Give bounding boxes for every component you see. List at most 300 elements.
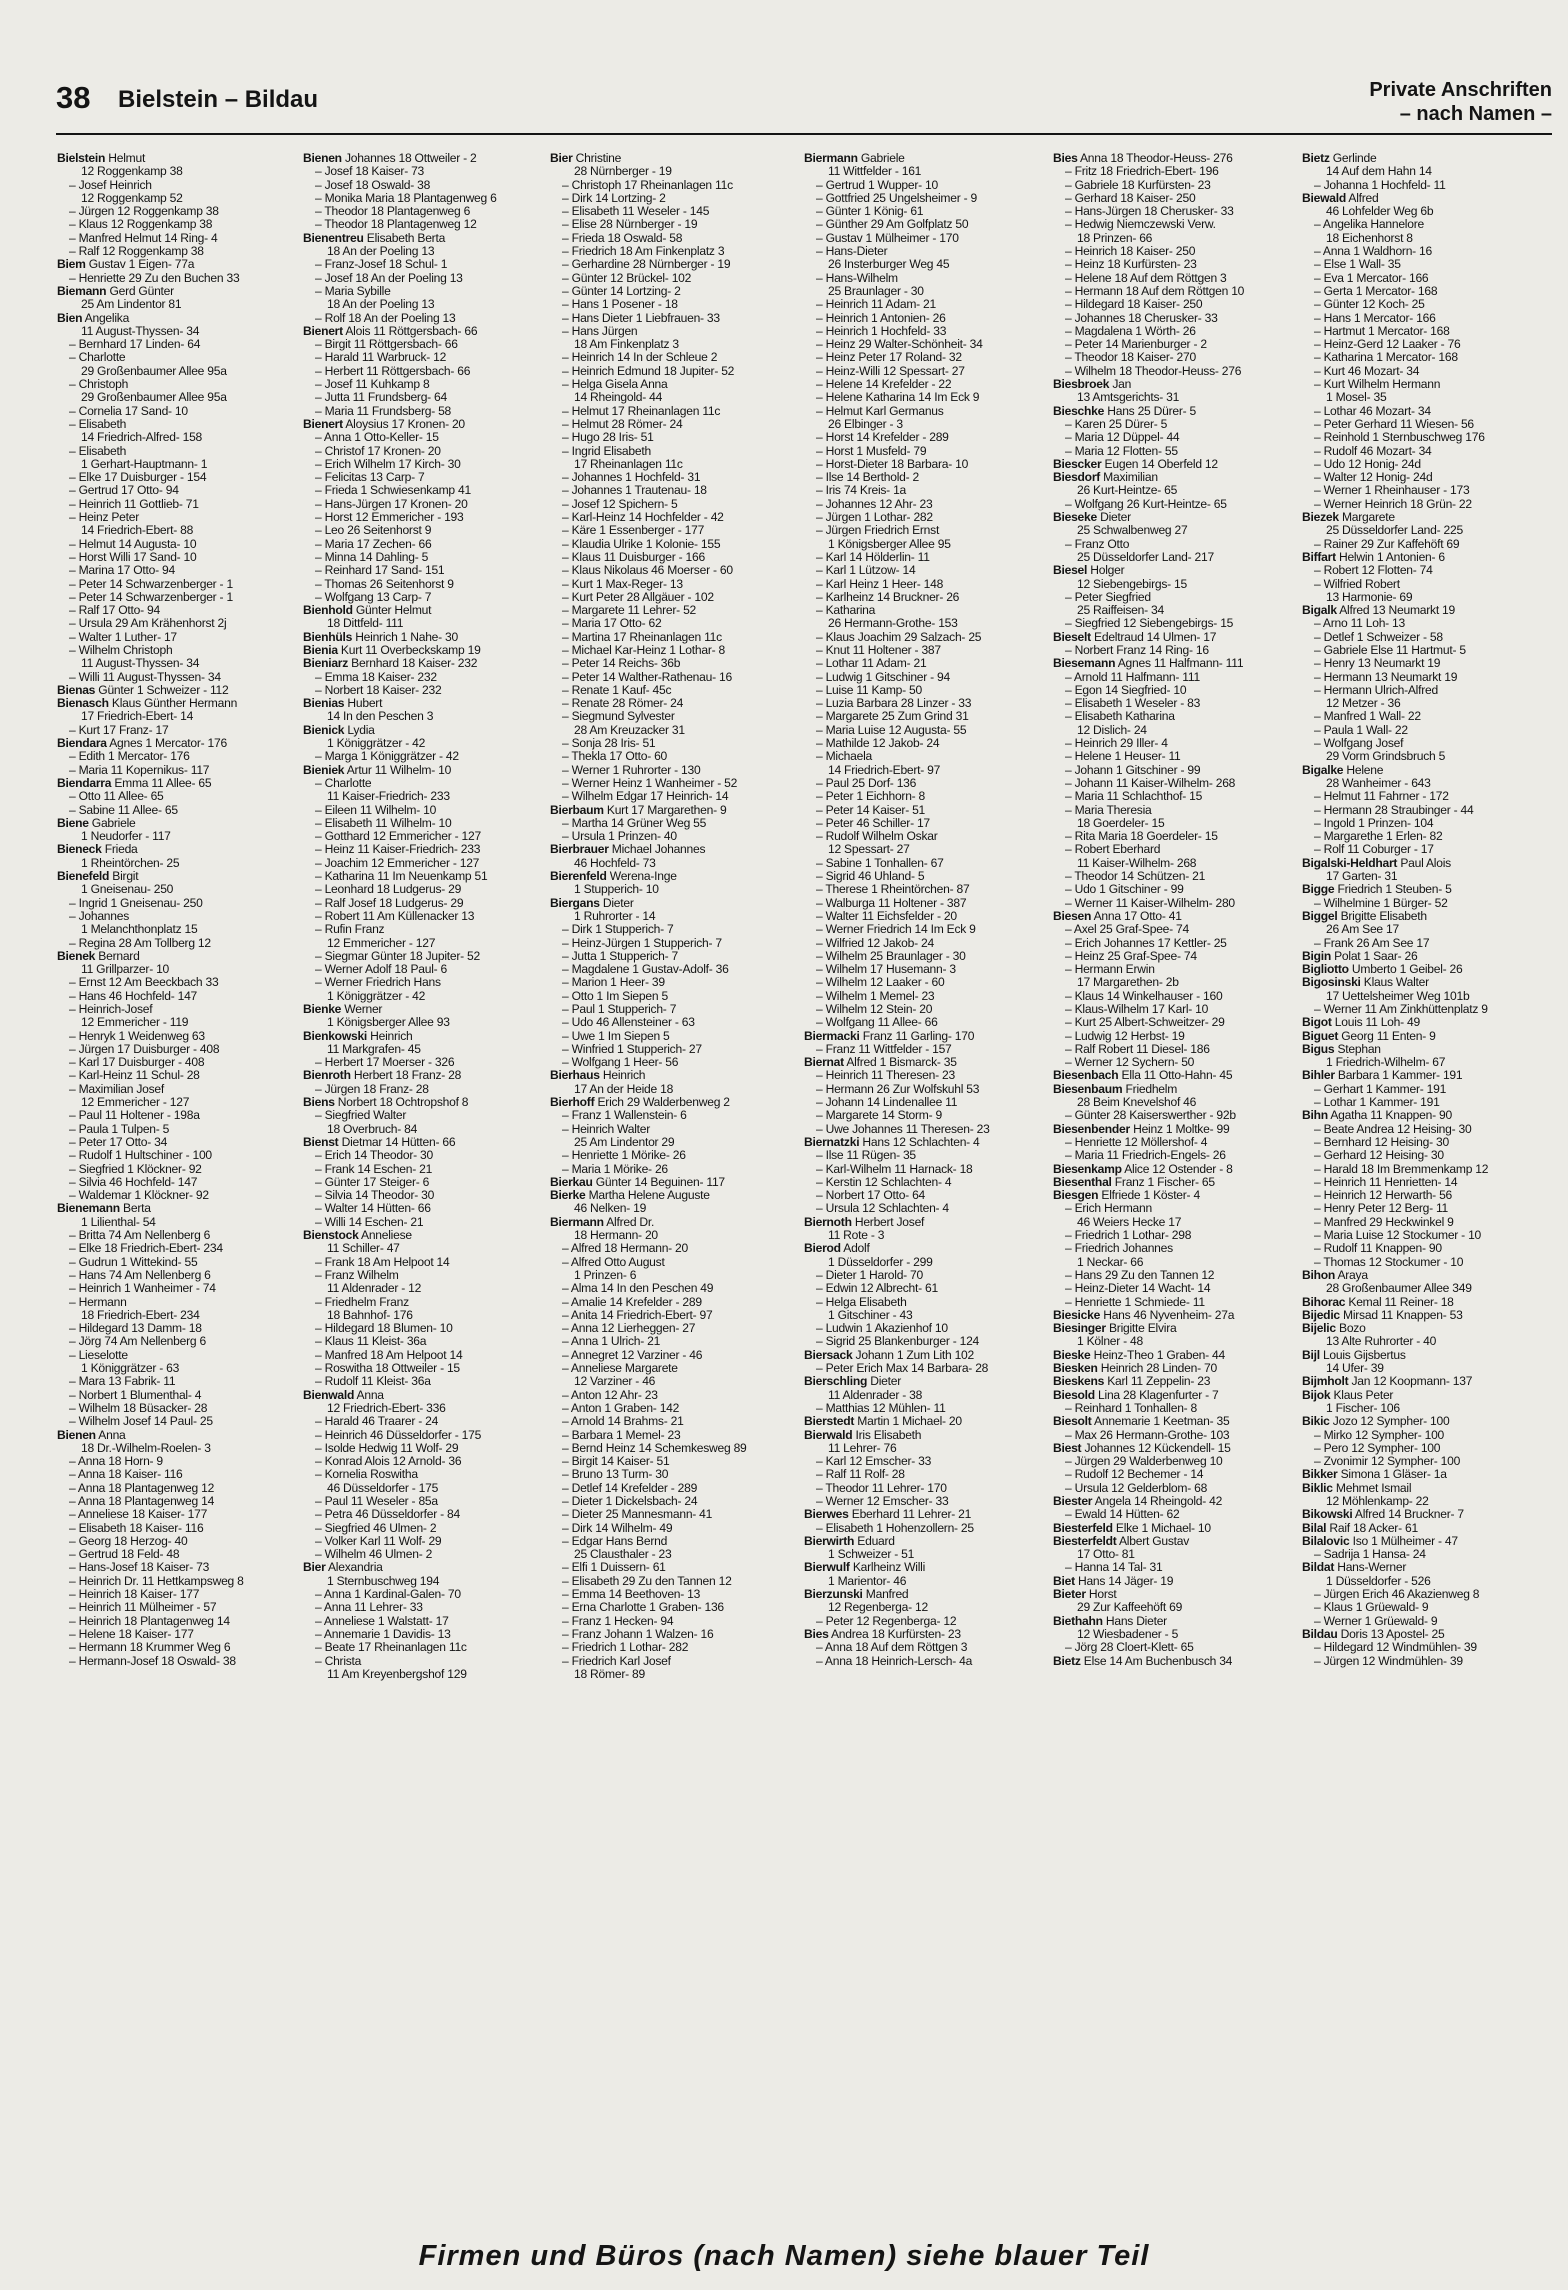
directory-entry-line: – Hans 1 Posener - 18 <box>562 298 678 312</box>
directory-entry-line: – Helmut Karl Germanus <box>816 404 944 418</box>
directory-entry-line: – Siegfried 1 Klöckner- 92 <box>69 1162 202 1176</box>
directory-entry-line: Bier Christine <box>550 152 622 165</box>
directory-entry-line: – Heinrich 14 In der Schleue 2 <box>562 351 718 365</box>
surname: Bigalski-Heldhart <box>1302 856 1398 870</box>
directory-entry-line: – Johannes 12 Ahr- 23 <box>816 497 933 511</box>
directory-entry-line: – Hermann 28 Straubinger - 44 <box>1314 803 1474 817</box>
surname: Bijmholt <box>1302 1375 1349 1389</box>
directory-entry-line: 18 An der Poeling 13 <box>327 245 435 259</box>
directory-entry-line: – Thekla 17 Otto- 60 <box>562 750 668 764</box>
directory-entry-line: – Jürgen 12 Windmühlen- 39 <box>1314 1654 1463 1668</box>
directory-entry-line: – Horst-Dieter 18 Barbara- 10 <box>816 457 969 471</box>
directory-entry-line: 28 Wanheimer - 643 <box>1326 776 1431 790</box>
directory-entry-line: – Ralf 17 Otto- 94 <box>69 604 160 618</box>
directory-entry-line: – Norbert 17 Otto- 64 <box>816 1189 926 1203</box>
directory-entry-line: – Ursula 1 Prinzen- 40 <box>562 830 677 844</box>
directory-entry-line: – Elisabeth 29 Zu den Tannen 12 <box>562 1574 732 1588</box>
directory-entry-line: – Reinhard 17 Sand- 151 <box>315 564 445 578</box>
directory-entry-line: 1 Fischer- 106 <box>1326 1401 1400 1415</box>
directory-entry-line: 14 Friedrich-Ebert- 88 <box>81 524 194 538</box>
directory-entry-line: Biesinger Brigitte Elvira <box>1053 1322 1177 1336</box>
directory-entry-line: – Gabriele 18 Kurfürsten- 23 <box>1065 178 1211 192</box>
surname: Bier <box>303 1561 326 1575</box>
directory-entry-line: Biendarra Emma 11 Allee- 65 <box>57 776 212 790</box>
directory-entry-line: 28 Großenbaumer Allee 349 <box>1326 1282 1472 1296</box>
directory-entry-line: – Kornelia Roswitha <box>315 1468 418 1482</box>
surname: Biem <box>57 258 86 272</box>
directory-entry-line: – Otto 11 Allee- 65 <box>69 790 164 804</box>
directory-entry-line: – Henriette 29 Zu den Buchen 33 <box>69 271 240 285</box>
directory-entry-line: – Heinrich 18 Kaiser- 177 <box>69 1588 200 1602</box>
directory-entry-line: Bienhüls Heinrich 1 Nahe- 30 <box>303 630 458 644</box>
directory-entry-line: Bienek Bernard <box>57 949 140 963</box>
surname: Bierenfeld <box>550 870 607 884</box>
directory-entry-line: Bieniarz Bernhard 18 Kaiser- 232 <box>303 657 478 671</box>
directory-entry-line: – Horst 12 Emmericher - 193 <box>315 511 464 525</box>
surname: Biescker <box>1053 457 1102 471</box>
directory-entry-line: 1 Marientor- 46 <box>828 1574 907 1588</box>
directory-entry-line: Biesold Lina 28 Klagenfurter - 7 <box>1053 1388 1219 1402</box>
directory-entry-line: 12 Metzer - 36 <box>1326 697 1401 711</box>
directory-entry-line: Bijedic Mirsad 11 Knappen- 53 <box>1302 1308 1463 1322</box>
directory-entry-line: Biesenbender Heinz 1 Moltke- 99 <box>1053 1122 1230 1136</box>
surname: Bigalke <box>1302 763 1344 777</box>
directory-entry-line: – Ingrid Elisabeth <box>562 444 651 458</box>
surname: Bienefeld <box>57 870 110 884</box>
directory-entry-line: – Angelika Hannelore <box>1314 218 1424 232</box>
directory-entry-line: 1 Königgrätzer - 42 <box>327 989 426 1003</box>
directory-entry-line: – Gabriele Else 11 Hartmut- 5 <box>1314 643 1466 657</box>
directory-entry-line: – Knut 11 Holtener - 387 <box>816 643 941 657</box>
directory-entry-line: 46 Hochfeld- 73 <box>574 856 656 870</box>
directory-entry-line: – Magdalene 1 Gustav-Adolf- 36 <box>562 963 729 977</box>
directory-entry-line: – Wilhelm 1 Memel- 23 <box>816 989 935 1003</box>
directory-entry-line: – Klaus 11 Kleist- 36a <box>315 1335 427 1349</box>
directory-entry-line: – Heinrich 1 Antonien- 26 <box>816 311 946 325</box>
directory-entry-line: – Wilhelm 17 Husemann- 3 <box>816 963 956 977</box>
page-number: 38 <box>56 80 91 115</box>
directory-entry-line: – Wolfgang Josef <box>1314 737 1404 751</box>
directory-entry-line: – Marina 17 Otto- 94 <box>69 564 175 578</box>
surname: Bieschke <box>1053 404 1105 418</box>
directory-entry-line: – Dieter 25 Mannesmann- 41 <box>562 1508 713 1522</box>
directory-entry-line: – Hans Dieter 1 Liebfrauen- 33 <box>562 311 720 325</box>
directory-entry-line: – Beate Andrea 12 Heising- 30 <box>1314 1122 1472 1136</box>
directory-entry-line: – Wolfgang 13 Carp- 7 <box>315 590 432 604</box>
surname: Biermann <box>550 1215 604 1229</box>
surname: Biesbroek <box>1053 378 1110 392</box>
surname: Biest <box>1053 1441 1082 1455</box>
directory-entry-line: – Anna 18 Auf dem Röttgen 3 <box>816 1641 968 1655</box>
directory-entry-line: – Waldemar 1 Klöckner- 92 <box>69 1189 209 1203</box>
directory-entry-line: Bikker Simona 1 Gläser- 1a <box>1302 1468 1447 1482</box>
directory-entry-line: – Rufin Franz <box>315 923 385 937</box>
directory-entry-line: Bier Alexandria <box>303 1561 383 1575</box>
page-header <box>56 78 1552 126</box>
directory-entry-line: – Therese 1 Rheintörchen- 87 <box>816 883 970 897</box>
directory-entry-line: – Heinrich 29 Iller- 4 <box>1065 737 1168 751</box>
directory-entry-line: – Dirk 1 Stupperich- 7 <box>562 923 674 937</box>
directory-entry-line: – Käre 1 Essenberger - 177 <box>562 524 705 538</box>
surname: Bierke <box>550 1189 586 1203</box>
directory-entry-line: – Josef 11 Kuhkamp 8 <box>315 378 430 392</box>
directory-entry-line: – Siegmar Günter 18 Jupiter- 52 <box>315 949 481 963</box>
directory-column-2 <box>303 152 513 2162</box>
directory-entry-line: Bigus Stephan <box>1302 1042 1381 1056</box>
directory-entry-line: 18 Friedrich-Ebert- 234 <box>81 1308 200 1322</box>
surname: Bienas <box>57 683 96 697</box>
directory-entry-line: – Karl 12 Emscher- 33 <box>816 1455 932 1469</box>
surname: Bigosinski <box>1302 976 1361 990</box>
directory-entry-line: – Hildegard 12 Windmühlen- 39 <box>1314 1641 1477 1655</box>
surname: Biesenthal <box>1053 1175 1112 1189</box>
directory-entry-line: Bielstein Helmut <box>57 152 146 165</box>
directory-entry-line: – Peter 12 Regenberga- 12 <box>816 1614 957 1628</box>
directory-entry-line: – Walter 12 Honig- 24d <box>1314 471 1433 485</box>
directory-entry-line: Biesel Holger <box>1053 564 1125 578</box>
directory-entry-line: – Jutta 1 Stupperich- 7 <box>562 949 678 963</box>
directory-entry-line: – Karl 14 Hölderlin- 11 <box>816 550 930 564</box>
directory-entry-line: – Peter 17 Otto- 34 <box>69 1135 168 1149</box>
directory-entry-line: Biemann Gerd Günter <box>57 284 174 298</box>
directory-entry-line: – Theodor 11 Lehrer- 170 <box>816 1481 947 1495</box>
directory-entry-line: – Anna 1 Kardinal-Galen- 70 <box>315 1588 461 1602</box>
surname: Bigot <box>1302 1016 1332 1030</box>
directory-entry-line: – Theodor 14 Schützen- 21 <box>1065 870 1206 884</box>
directory-entry-line: – Uwe Johannes 11 Theresen- 23 <box>816 1122 990 1136</box>
directory-entry-line: – Maria Luise 12 Stockumer - 10 <box>1314 1229 1482 1243</box>
directory-entry-line: – Maria 11 Schlachthof- 15 <box>1065 790 1203 804</box>
directory-entry-line: Biesgen Elfriede 1 Köster- 4 <box>1053 1189 1200 1203</box>
directory-entry-line: – Dieter 1 Harold- 70 <box>816 1268 924 1282</box>
directory-entry-line: Biernatzki Hans 12 Schlachten- 4 <box>804 1135 980 1149</box>
directory-entry-line: Biersack Johann 1 Zum Lith 102 <box>804 1348 975 1362</box>
directory-entry-line: – Maria 17 Zechen- 66 <box>315 537 432 551</box>
surname: Bikker <box>1302 1468 1338 1482</box>
directory-entry-line: – Hans-Jürgen 18 Cherusker- 33 <box>1065 205 1234 219</box>
surname: Bienemann <box>57 1202 120 1216</box>
directory-entry-line: – Peter 14 Walther-Rathenau- 16 <box>562 670 732 684</box>
directory-entry-line: – Rudolf 46 Mozart- 34 <box>1314 444 1432 458</box>
directory-entry-line: Bienst Dietmar 14 Hütten- 66 <box>303 1135 456 1149</box>
directory-entry-line: – Werner 12 Emscher- 33 <box>816 1494 949 1508</box>
directory-entry-line: 13 Alte Ruhrorter - 40 <box>1326 1335 1437 1349</box>
directory-entry-line: Biesbroek Jan <box>1053 378 1132 392</box>
directory-entry-line: – Bernhard 17 Linden- 64 <box>69 338 201 352</box>
directory-entry-line: 1 Sternbuschweg 194 <box>327 1574 440 1588</box>
surname: Biesold <box>1053 1388 1095 1402</box>
directory-entry-line: 26 Am See 17 <box>1326 923 1399 937</box>
directory-entry-line: – Konrad Alois 12 Arnold- 36 <box>315 1455 462 1469</box>
directory-entry-line: – Günter 12 Brückel- 102 <box>562 271 692 285</box>
directory-entry-line: 29 Großenbaumer Allee 95a <box>81 364 227 378</box>
directory-entry-line: 46 Weiers Hecke 17 <box>1077 1215 1182 1229</box>
directory-entry-line: – Ludwig 1 Gitschiner - 94 <box>816 670 950 684</box>
directory-entry-line: – Heinz Peter 17 Roland- 32 <box>816 351 962 365</box>
directory-entry-line: Bihler Barbara 1 Kammer- 191 <box>1302 1069 1463 1083</box>
directory-entry-line: – Ralf 11 Rolf- 28 <box>816 1468 905 1482</box>
directory-entry-line: – Anneliese Margarete <box>562 1362 678 1376</box>
directory-entry-line: – Elisabeth 1 Weseler - 83 <box>1065 697 1201 711</box>
directory-entry-line: Biesolt Annemarie 1 Keetman- 35 <box>1053 1415 1230 1429</box>
directory-entry-line: – Hans 1 Mercator- 166 <box>1314 311 1436 325</box>
surname: Bienasch <box>57 697 109 711</box>
directory-entry-line: 18 Goerdeler- 15 <box>1077 816 1165 830</box>
directory-entry-line: – Hugo 28 Iris- 51 <box>562 431 654 445</box>
directory-entry-line: Bierkau Günter 14 Beguinen- 117 <box>550 1175 725 1189</box>
directory-entry-line: – Arno 11 Loh- 13 <box>1314 617 1406 631</box>
directory-entry-line: Bienen Anna <box>57 1428 126 1442</box>
directory-entry-line: – Elisabeth 11 Wilhelm- 10 <box>315 816 452 830</box>
directory-entry-line: – Manfred 18 Am Helpoot 14 <box>315 1348 463 1362</box>
directory-entry-line: 1 Schweizer - 51 <box>828 1548 915 1562</box>
directory-entry-line: – Norbert 1 Blumenthal- 4 <box>69 1388 202 1402</box>
directory-entry-line: – Hedwig Niemczewski Verw. <box>1065 218 1216 232</box>
directory-entry-line: 11 Markgrafen- 45 <box>327 1042 421 1056</box>
directory-entry-line: 1 Gitschiner - 43 <box>828 1308 913 1322</box>
directory-entry-line: Bienemann Berta <box>57 1202 151 1216</box>
directory-entry-line: Biesdorf Maximilian <box>1053 471 1158 485</box>
directory-entry-line: – Cornelia 17 Sand- 10 <box>69 404 188 418</box>
directory-entry-line: – Kurt 1 Max-Reger- 13 <box>562 577 683 591</box>
directory-entry-line: – Heinz-Dieter 14 Wacht- 14 <box>1065 1282 1211 1296</box>
surname: Biesken <box>1053 1362 1098 1376</box>
directory-entry-line: 18 Overbruch- 84 <box>327 1122 418 1136</box>
directory-entry-line: – Jürgen 1 Lothar- 282 <box>816 511 933 525</box>
directory-entry-line: – Margarethe 1 Erlen- 82 <box>1314 830 1443 844</box>
surname: Bienkowski <box>303 1029 368 1043</box>
directory-entry-line: – Anna 1 Otto-Keller- 15 <box>315 431 439 445</box>
directory-entry-line: – Karl 1 Lützow- 14 <box>816 564 916 578</box>
directory-entry-line: – Hans-Wilhelm <box>816 271 898 285</box>
directory-entry-line: – Hermann-Josef 18 Oswald- 38 <box>69 1654 236 1668</box>
directory-entry-line: 18 Dr.-Wilhelm-Roelen- 3 <box>81 1441 211 1455</box>
surname: Biermann <box>804 152 858 165</box>
directory-entry-line: – Karlheinz 14 Bruckner- 26 <box>816 590 960 604</box>
directory-entry-line: – Renate 1 Kauf- 45c <box>562 683 672 697</box>
directory-entry-line: Bierenfeld Werena-Inge <box>550 870 677 884</box>
footer-note: Firmen und Büros (nach Namen) siehe blauer Teil <box>418 2240 1150 2272</box>
directory-entry-line: – Frieda 1 Schwiesenkamp 41 <box>315 484 471 498</box>
directory-entry-line: Bierke Martha Helene Auguste <box>550 1189 710 1203</box>
directory-entry-line: Biester Angela 14 Rheingold- 42 <box>1053 1494 1223 1508</box>
directory-entry-line: Bies Andrea 18 Kurfürsten- 23 <box>804 1627 961 1641</box>
directory-entry-line: – Jürgen Friedrich Ernst <box>816 524 940 538</box>
directory-entry-line: – Henriette 1 Mörike- 26 <box>562 1149 686 1163</box>
directory-entry-line: – Erich 14 Theodor- 30 <box>315 1149 433 1163</box>
directory-column-5 <box>1053 152 1263 2162</box>
directory-entry-line: 1 Königgrätzer - 42 <box>327 737 426 751</box>
directory-entry-line: Biet Hans 14 Jäger- 19 <box>1053 1574 1174 1588</box>
directory-entry-line: – Elisabeth 1 Hohenzollern- 25 <box>816 1521 974 1535</box>
directory-entry-line: – Heinz 18 Kurfürsten- 23 <box>1065 258 1197 272</box>
directory-entry-line: – Manfred 29 Heckwinkel 9 <box>1314 1215 1454 1229</box>
directory-entry-line: – Elise 28 Nürnberger - 19 <box>562 218 698 232</box>
directory-entry-line: Bieniek Artur 11 Wilhelm- 10 <box>303 763 452 777</box>
directory-entry-line: – Helmut 11 Fahrner - 172 <box>1314 790 1449 804</box>
surname: Biersack <box>804 1348 853 1362</box>
directory-entry-line: – Johann 11 Kaiser-Wilhelm- 268 <box>1065 776 1236 790</box>
directory-entry-line: – Franz Wilhelm <box>315 1268 399 1282</box>
directory-entry-line: – Hans-Jürgen 17 Kronen- 20 <box>315 497 468 511</box>
directory-entry-line: – Otto 1 Im Siepen 5 <box>562 989 668 1003</box>
directory-entry-line: – Luzia Barbara 28 Linzer - 33 <box>816 697 972 711</box>
directory-entry-line: Biest Johannes 12 Kückendell- 15 <box>1053 1441 1231 1455</box>
directory-entry-line: Bierschling Dieter <box>804 1375 901 1389</box>
directory-entry-line: – Frank 18 Am Helpoot 14 <box>315 1255 450 1269</box>
directory-entry-line: – Maria 17 Otto- 62 <box>562 617 662 631</box>
directory-entry-line: – Klaus Nikolaus 46 Moerser - 60 <box>562 564 733 578</box>
surname: Biguet <box>1302 1029 1339 1043</box>
directory-entry-line: Bigge Friedrich 1 Steuben- 5 <box>1302 883 1452 897</box>
page-range-title: Bielstein – Bildau <box>118 86 319 113</box>
directory-entry-line: – Franz Otto <box>1065 537 1130 551</box>
directory-entry-line: – Heinz Peter <box>69 511 140 525</box>
directory-entry-line: – Detlef 1 Schweizer - 58 <box>1314 630 1443 644</box>
directory-entry-line: – Peter 1 Eichhorn- 8 <box>816 790 926 804</box>
directory-entry-line: – Norbert 18 Kaiser- 232 <box>315 683 442 697</box>
directory-entry-line: – Theodor 18 Kaiser- 270 <box>1065 351 1196 365</box>
directory-entry-line: – Günter 28 Kaiserswerther - 92b <box>1065 1109 1236 1123</box>
directory-entry-line: – Maria 11 Frundsberg- 58 <box>315 404 452 418</box>
directory-entry-line: – Heinrich 11 Adam- 21 <box>816 298 936 312</box>
directory-entry-line: – Elisabeth Katharina <box>1065 710 1175 724</box>
directory-entry-line: – Ursula 29 Am Krähenhorst 2j <box>69 617 227 631</box>
directory-entry-line: Bienick Lydia <box>303 723 375 737</box>
directory-entry-line: – Josef Heinrich <box>69 178 152 192</box>
directory-entry-line: 25 Düsseldorfer Land- 217 <box>1077 550 1214 564</box>
directory-entry-line: Bigosinski Klaus Walter <box>1302 976 1429 990</box>
directory-entry-line: – Eva 1 Mercator- 166 <box>1314 271 1429 285</box>
directory-entry-line: – Margarete 25 Zum Grind 31 <box>816 710 969 724</box>
surname: Biesenkamp <box>1053 1162 1122 1176</box>
directory-entry-line: – Hans 74 Am Nellenberg 6 <box>69 1268 211 1282</box>
surname: Bienhüls <box>303 630 353 644</box>
directory-entry-line: – Maria 11 Friedrich-Engels- 26 <box>1065 1149 1226 1163</box>
directory-entry-line: – Heinrich 46 Düsseldorfer - 175 <box>315 1428 482 1442</box>
directory-entry-line: Bigliotto Umberto 1 Geibel- 26 <box>1302 963 1463 977</box>
directory-entry-line: 12 Varziner - 46 <box>574 1375 656 1389</box>
surname: Bien <box>57 311 83 325</box>
surname: Bierbaum <box>550 803 604 817</box>
surname: Biesinger <box>1053 1322 1106 1336</box>
surname: Bienias <box>303 697 345 711</box>
surname: Bikic <box>1302 1415 1330 1429</box>
directory-entry-line: – Johannes 1 Trautenau- 18 <box>562 484 707 498</box>
directory-entry-line: 1 Melanchthonplatz 15 <box>81 923 198 937</box>
directory-entry-line: – Maria 12 Düppel- 44 <box>1065 431 1180 445</box>
directory-entry-line: Bigalk Alfred 13 Neumarkt 19 <box>1302 604 1455 618</box>
directory-entry-line: – Fritz 18 Friedrich-Ebert- 196 <box>1065 165 1219 179</box>
directory-entry-line: – Friedrich 18 Am Finkenplatz 3 <box>562 245 725 259</box>
directory-entry-line: – Maria 11 Kopernikus- 117 <box>69 763 210 777</box>
directory-entry-line: – Elke 18 Friedrich-Ebert- 234 <box>69 1242 223 1256</box>
directory-entry-line: Bieseke Dieter <box>1053 511 1131 525</box>
directory-entry-line: – Anna 12 Lierheggen- 27 <box>562 1322 696 1336</box>
directory-entry-line: 14 In den Peschen 3 <box>327 710 434 724</box>
directory-entry-line: – Lothar 46 Mozart- 34 <box>1314 404 1431 418</box>
directory-entry-line: 12 Möhlenkamp- 22 <box>1326 1494 1429 1508</box>
surname: Bigalk <box>1302 604 1337 618</box>
directory-entry-line: – Helga Gisela Anna <box>562 378 668 392</box>
directory-entry-line: – Walburga 11 Holtener - 387 <box>816 896 967 910</box>
directory-entry-line: – Volker Karl 11 Wolf- 29 <box>315 1534 442 1548</box>
directory-entry-line: 1 Königgrätzer - 63 <box>81 1362 180 1376</box>
directory-entry-line: – Wolfgang 1 Heer- 56 <box>562 1056 679 1070</box>
directory-entry-line: 18 Bahnhof- 176 <box>327 1308 413 1322</box>
directory-entry-line: – Frieda 18 Oswald- 58 <box>562 231 683 245</box>
directory-entry-line: – Margarete 14 Storm- 9 <box>816 1109 942 1123</box>
directory-entry-line: – Frank 26 Am See 17 <box>1314 936 1430 950</box>
header-rule <box>56 133 1552 135</box>
directory-entry-line: Bienert Aloysius 17 Kronen- 20 <box>303 417 465 431</box>
directory-entry-line: Bierbaum Kurt 17 Margarethen- 9 <box>550 803 727 817</box>
surname: Bieter <box>1053 1588 1086 1602</box>
directory-entry-line: – Ralf Robert 11 Diesel- 186 <box>1065 1042 1210 1056</box>
directory-entry-line: – Manfred 1 Wall- 22 <box>1314 710 1421 724</box>
directory-entry-line: – Heinz 11 Kaiser-Friedrich- 233 <box>315 843 481 857</box>
directory-entry-line: – Margarete 11 Lehrer- 52 <box>562 604 697 618</box>
directory-entry-line: – Isolde Hedwig 11 Wolf- 29 <box>315 1441 459 1455</box>
directory-entry-line: 11 Rote - 3 <box>828 1229 885 1243</box>
directory-entry-line: 25 Clausthaler - 23 <box>574 1548 672 1562</box>
directory-entry-line: – Ewald 14 Hütten- 62 <box>1065 1508 1180 1522</box>
directory-entry-line: – Gottfried 25 Ungelsheimer - 9 <box>816 191 977 205</box>
surname: Biesdorf <box>1053 471 1101 485</box>
directory-entry-line: – Martha 14 Grüner Weg 55 <box>562 816 707 830</box>
directory-entry-line: – Anton 12 Ahr- 23 <box>562 1388 658 1402</box>
directory-entry-line: Bierwes Eberhard 11 Lehrer- 21 <box>804 1508 972 1522</box>
directory-entry-line: – Jutta 11 Frundsberg- 64 <box>315 391 448 405</box>
directory-entry-line: – Siegmund Sylvester <box>562 710 675 724</box>
directory-entry-line: Biguet Georg 11 Enten- 9 <box>1302 1029 1436 1043</box>
directory-entry-line: – Leonhard 18 Ludgerus- 29 <box>315 883 462 897</box>
directory-entry-line: – Hermann 18 Krummer Weg 6 <box>69 1641 231 1655</box>
directory-entry-line: – Charlotte <box>315 776 372 790</box>
directory-entry-line: – Wolfgang 26 Kurt-Heintze- 65 <box>1065 497 1227 511</box>
directory-entry-line: – Felicitas 13 Carp- 7 <box>315 471 425 485</box>
directory-entry-line: – Hermann 18 Auf dem Röttgen 10 <box>1065 284 1245 298</box>
directory-entry-line: – Robert Eberhard <box>1065 843 1161 857</box>
surname: Bierzunski <box>804 1588 863 1602</box>
surname: Biermacki <box>804 1029 860 1043</box>
directory-entry-line: – Lothar 11 Adam- 21 <box>816 657 927 671</box>
directory-entry-line: – Dirk 14 Wilhelm- 49 <box>562 1521 673 1535</box>
surname: Bienek <box>57 949 96 963</box>
surname: Biergans <box>550 896 600 910</box>
directory-entry-line: 18 An der Poeling 13 <box>327 298 435 312</box>
directory-entry-line: – Henriette 12 Möllershof- 4 <box>1065 1135 1208 1149</box>
surname: Bier <box>550 152 573 165</box>
surname: Bijedic <box>1302 1308 1340 1322</box>
directory-entry-line: – Hans Jürgen <box>562 324 638 338</box>
directory-entry-line: Bikic Jozo 12 Sympher- 100 <box>1302 1415 1450 1429</box>
directory-entry-line: – Werner 11 Am Zinkhüttenplatz 9 <box>1314 1003 1488 1016</box>
directory-entry-line: – Christoph 17 Rheinanlagen 11c <box>562 178 733 192</box>
surname: Bildat <box>1302 1561 1335 1575</box>
directory-entry-line: – Siegfried 46 Ulmen- 2 <box>315 1521 437 1535</box>
directory-entry-line: Biendara Agnes 1 Mercator- 176 <box>57 737 227 751</box>
directory-entry-line: Bihon Araya <box>1302 1268 1368 1282</box>
directory-entry-line: Bienert Alois 11 Röttgersbach- 66 <box>303 324 478 338</box>
surname: Biernat <box>804 1056 844 1070</box>
directory-entry-line: 17 Uettelsheimer Weg 101b <box>1326 989 1470 1003</box>
directory-entry-line: – Karl 17 Duisburger - 408 <box>69 1056 205 1070</box>
directory-entry-line: – Alfred 18 Hermann- 20 <box>562 1242 689 1256</box>
directory-entry-line: – Peter Gerhard 11 Wiesen- 56 <box>1314 417 1474 431</box>
directory-entry-line: Bilal Raif 18 Acker- 61 <box>1302 1521 1418 1535</box>
directory-entry-line: 11 Aldenrader - 12 <box>327 1282 422 1296</box>
